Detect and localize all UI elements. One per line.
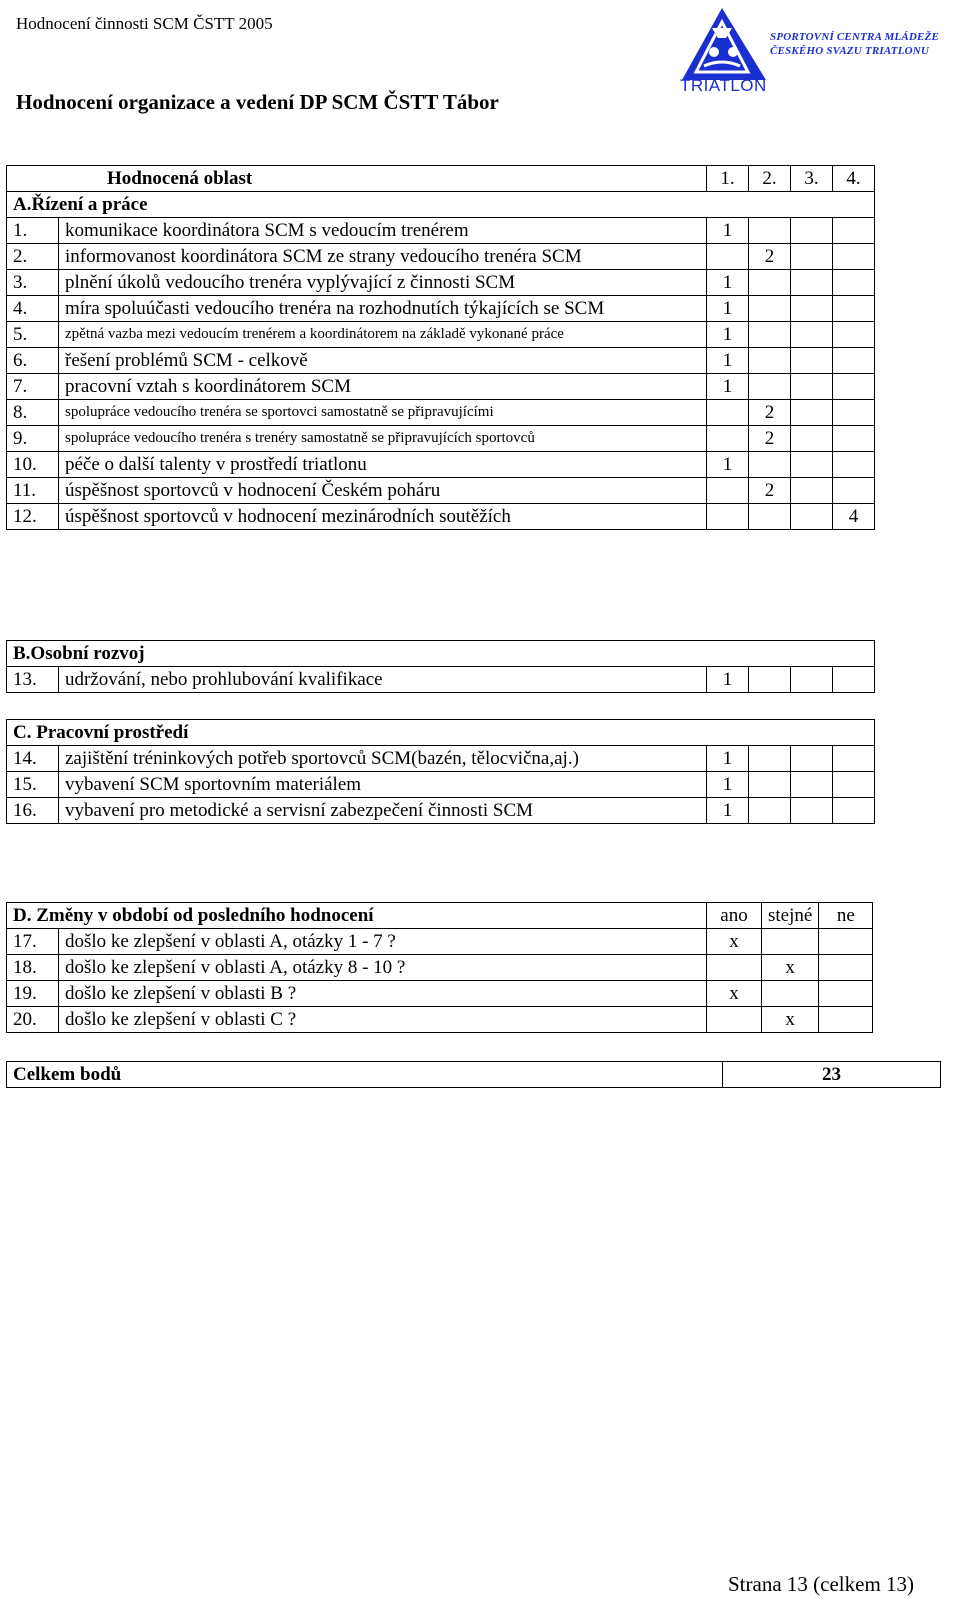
score-cell (791, 667, 833, 693)
row-text: vybavení SCM sportovním materiálem (59, 772, 707, 798)
section-d-table (6, 902, 873, 1033)
row-number: 13. (7, 667, 59, 693)
logo-word: TRIATLON (680, 76, 767, 95)
mark-cell (819, 981, 873, 1007)
row-number: 6. (7, 348, 59, 374)
score-cell (749, 374, 791, 400)
score-cell (833, 244, 875, 270)
row-number: 18. (7, 955, 59, 981)
row-text: míra spoluúčasti vedoucího trenéra na rozhodnutích týkajících se SCM (59, 296, 707, 322)
row-text: řešení problémů SCM - celkově (59, 348, 707, 374)
score-cell: 1 (707, 348, 749, 374)
score-cell (833, 426, 875, 452)
section-b-table (6, 640, 875, 693)
score-cell (833, 296, 875, 322)
mark-cell (819, 929, 873, 955)
table-row (7, 426, 875, 452)
row-text: došlo ke zlepšení v oblasti B ? (59, 981, 707, 1007)
score-cell (707, 504, 749, 530)
score-cell (707, 478, 749, 504)
score-cell (749, 667, 791, 693)
score-cell: 1 (707, 746, 749, 772)
score-cell (791, 452, 833, 478)
score-cell (791, 504, 833, 530)
table-row (7, 798, 875, 824)
score-cell (791, 798, 833, 824)
mark-cell (819, 1007, 873, 1033)
document-header-title: Hodnocení činnosti SCM ČSTT 2005 (16, 14, 273, 33)
score-cell: 1 (707, 452, 749, 478)
score-cell (833, 270, 875, 296)
score-cell (707, 400, 749, 426)
section-heading: B.Osobní rozvoj (7, 641, 875, 667)
table-row (7, 348, 875, 374)
table-row (7, 667, 875, 693)
row-text: úspěšnost sportovců v hodnocení Českém poháru (59, 478, 707, 504)
score-cell (749, 798, 791, 824)
row-number: 9. (7, 426, 59, 452)
row-text: úspěšnost sportovců v hodnocení mezinárodních soutěžích (59, 504, 707, 530)
score-cell (791, 244, 833, 270)
row-number: 19. (7, 981, 59, 1007)
score-cell: 1 (707, 322, 749, 348)
table-row (7, 452, 875, 478)
score-cell (791, 746, 833, 772)
mark-cell: x (707, 981, 762, 1007)
row-number: 3. (7, 270, 59, 296)
row-number: 16. (7, 798, 59, 824)
score-cell (791, 218, 833, 244)
score-header: 4. (833, 166, 875, 192)
table-row (7, 746, 875, 772)
section-heading: A.Řízení a práce (7, 192, 875, 218)
score-cell (791, 400, 833, 426)
mark-cell (762, 981, 819, 1007)
section-heading: D. Změny v období od posledního hodnocení (7, 903, 707, 929)
row-text: vybavení pro metodické a servisní zabezpečení činnosti SCM (59, 798, 707, 824)
row-number: 20. (7, 1007, 59, 1033)
total-row (7, 1062, 941, 1088)
score-cell: 2 (749, 426, 791, 452)
row-text: informovanost koordinátora SCM ze strany vedoucího trenéra SCM (59, 244, 707, 270)
row-number: 7. (7, 374, 59, 400)
table-row (7, 374, 875, 400)
table-row (7, 244, 875, 270)
score-cell (833, 348, 875, 374)
total-table (6, 1061, 941, 1088)
row-number: 11. (7, 478, 59, 504)
row-number: 5. (7, 322, 59, 348)
row-text: došlo ke zlepšení v oblasti C ? (59, 1007, 707, 1033)
score-cell (833, 374, 875, 400)
table-row (7, 1007, 873, 1033)
score-cell: 1 (707, 798, 749, 824)
score-cell (749, 504, 791, 530)
score-header: 3. (791, 166, 833, 192)
score-cell (749, 322, 791, 348)
score-cell: 1 (707, 296, 749, 322)
section-a-table (6, 165, 875, 530)
mark-cell (819, 955, 873, 981)
score-cell (749, 270, 791, 296)
score-cell: 2 (749, 244, 791, 270)
row-number: 12. (7, 504, 59, 530)
score-cell (749, 296, 791, 322)
score-cell (833, 478, 875, 504)
score-cell (791, 478, 833, 504)
col-stejne: stejné (762, 903, 819, 929)
score-cell: 1 (707, 270, 749, 296)
table-row (7, 504, 875, 530)
score-cell (833, 400, 875, 426)
score-cell (791, 296, 833, 322)
score-cell (749, 218, 791, 244)
score-cell: 1 (707, 218, 749, 244)
mark-cell: x (762, 1007, 819, 1033)
page-footer: Strana 13 (celkem 13) (728, 1572, 915, 1596)
row-number: 10. (7, 452, 59, 478)
row-text: zajištění tréninkových potřeb sportovců SCM(bazén, tělocvična,aj.) (59, 746, 707, 772)
table-row (7, 981, 873, 1007)
total-label: Celkem bodů (7, 1062, 723, 1088)
row-number: 15. (7, 772, 59, 798)
score-cell: 2 (749, 478, 791, 504)
score-cell (791, 772, 833, 798)
page-title: Hodnocení organizace a vedení DP SCM ČSTT Tábor (16, 90, 499, 114)
row-text: péče o další talenty v prostředí triatlonu (59, 452, 707, 478)
section-heading-row (7, 720, 875, 746)
section-d-rows (7, 929, 873, 1033)
score-cell (707, 244, 749, 270)
score-cell (791, 348, 833, 374)
table-row (7, 270, 875, 296)
score-cell (833, 667, 875, 693)
mark-cell: x (762, 955, 819, 981)
section-heading: C. Pracovní prostředí (7, 720, 875, 746)
score-cell (749, 452, 791, 478)
table-row (7, 955, 873, 981)
section-b-rows (7, 667, 875, 693)
score-header: 2. (749, 166, 791, 192)
mark-cell (707, 1007, 762, 1033)
score-cell: 1 (707, 374, 749, 400)
score-cell (791, 322, 833, 348)
score-cell (833, 798, 875, 824)
score-cell: 2 (749, 400, 791, 426)
section-heading-row (7, 192, 875, 218)
score-cell (749, 746, 791, 772)
score-cell (833, 746, 875, 772)
row-number: 17. (7, 929, 59, 955)
table-row (7, 772, 875, 798)
mark-cell: x (707, 929, 762, 955)
row-text: komunikace koordinátora SCM s vedoucím trenérem (59, 218, 707, 244)
row-text: udržování, nebo prohlubování kvalifikace (59, 667, 707, 693)
score-cell (833, 218, 875, 244)
table-row (7, 218, 875, 244)
total-value: 23 (723, 1062, 941, 1088)
score-cell: 1 (707, 772, 749, 798)
col-ne: ne (819, 903, 873, 929)
column-header: Hodnocená oblast (7, 166, 707, 192)
score-header: 1. (707, 166, 749, 192)
table-row (7, 296, 875, 322)
score-cell (791, 426, 833, 452)
col-ano: ano (707, 903, 762, 929)
score-cell (749, 348, 791, 374)
score-cell (791, 270, 833, 296)
row-text: spolupráce vedoucího trenéra se sportovci samostatně se připravujícími (59, 400, 707, 426)
section-a-rows (7, 218, 875, 530)
score-cell (833, 772, 875, 798)
section-c-table (6, 719, 875, 824)
row-number: 1. (7, 218, 59, 244)
section-heading-row (7, 641, 875, 667)
row-text: zpětná vazba mezi vedoucím trenérem a koordinátorem na základě vykonané práce (59, 322, 707, 348)
score-cell: 1 (707, 667, 749, 693)
table-row (7, 400, 875, 426)
row-number: 4. (7, 296, 59, 322)
score-cell (749, 772, 791, 798)
row-number: 8. (7, 400, 59, 426)
row-number: 14. (7, 746, 59, 772)
section-c-rows (7, 746, 875, 824)
score-cell (707, 426, 749, 452)
table-header-row (7, 166, 875, 192)
table-row (7, 322, 875, 348)
row-text: spolupráce vedoucího trenéra s trenéry samostatně se připravujících sportovců (59, 426, 707, 452)
score-cell: 4 (833, 504, 875, 530)
score-cell (833, 322, 875, 348)
row-number: 2. (7, 244, 59, 270)
mark-cell (707, 955, 762, 981)
table-row (7, 929, 873, 955)
row-text: došlo ke zlepšení v oblasti A, otázky 1 - 7 ? (59, 929, 707, 955)
table-row (7, 478, 875, 504)
row-text: došlo ke zlepšení v oblasti A, otázky 8 - 10 ? (59, 955, 707, 981)
row-text: plnění úkolů vedoucího trenéra vyplývající z činnosti SCM (59, 270, 707, 296)
score-cell (791, 374, 833, 400)
row-text: pracovní vztah s koordinátorem SCM (59, 374, 707, 400)
mark-cell (762, 929, 819, 955)
logo-text: SPORTOVNÍ CENTRA MLÁDEŽE ČESKÉHO SVAZU TRIATLONU (770, 31, 940, 57)
score-cell (833, 452, 875, 478)
section-heading-row (7, 903, 873, 929)
